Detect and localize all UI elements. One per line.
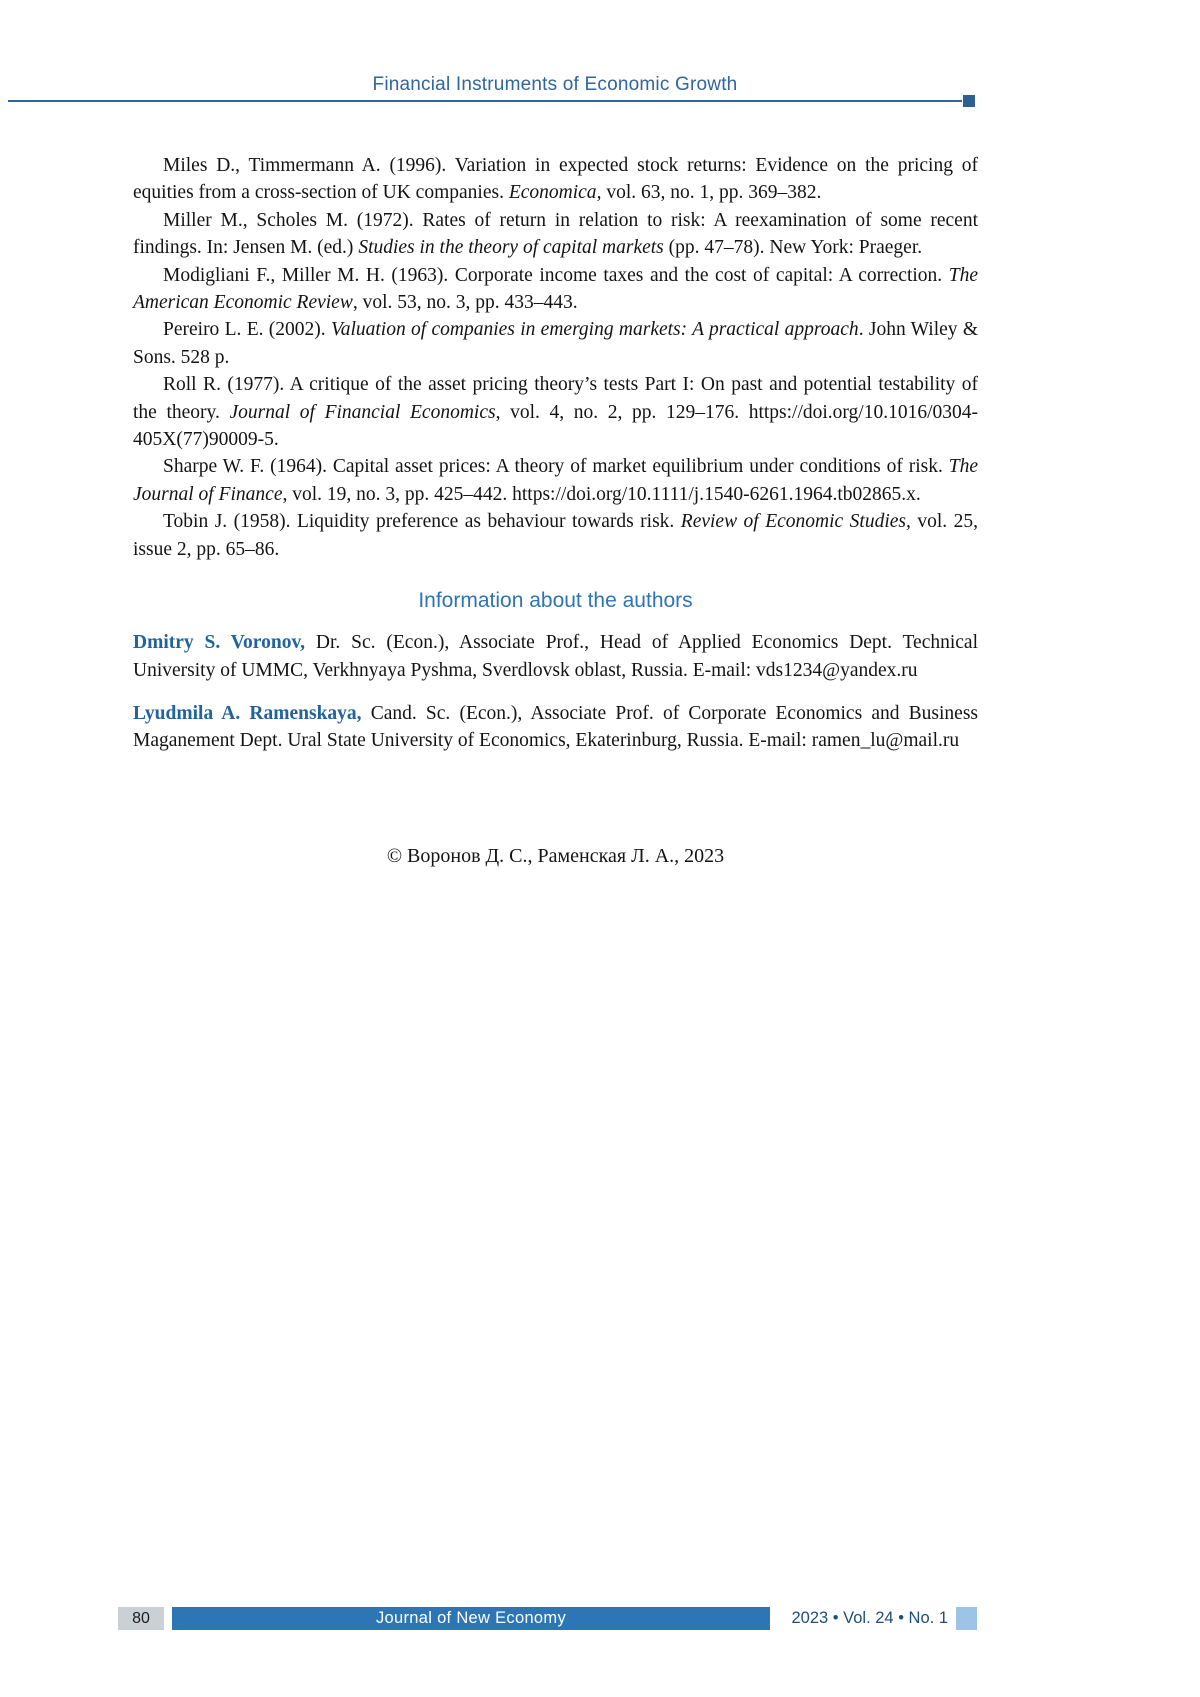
reference-entry: [133, 262, 978, 317]
reference-text: , vol. 63, no. 1, pp. 369–382.: [596, 182, 822, 204]
author-description: Dr. Sc. (Econ.), Associate Prof., Head of Applied Economics Dept. Technical University of UMMC, Verkhnyaya Pyshma, Sverdlovsk oblast, Russia. E-mail: vds1234@yandex.ru: [133, 632, 978, 681]
author-name: Lyudmila A. Ramenskaya,: [133, 702, 362, 724]
authors-section-heading: Information about the authors: [418, 589, 693, 613]
authors-section: [133, 629, 978, 755]
reference-text: Modigliani F., Miller M. H. (1963). Corporate income taxes and the cost of capital: A correction.: [163, 264, 949, 286]
reference-text: Pereiro L. E. (2002).: [163, 319, 331, 341]
reference-entry: [133, 453, 978, 508]
reference-entry: [133, 152, 978, 207]
author-description: Cand. Sc. (Econ.), Associate Prof. of Corporate Economics and Business Maganement Dept. Ural State University of Economics, Ekaterinburg, Russia. E-mail: ramen_lu@mail.ru: [133, 702, 978, 752]
author-name: Dmitry S. Voronov,: [133, 632, 306, 654]
reference-text: Miller M., Scholes M. (1972). Rates of return in relation to risk: A reexamination of some recent findings. In: Jensen M. (ed.): [133, 209, 978, 259]
reference-text: vol. 25, issue 2, pp. 65–86.: [133, 511, 979, 560]
reference-text: , vol. 19, no. 3, pp. 425–442. https://doi.org/10.1111/j.1540-6261.1964.tb02865.x.: [282, 483, 921, 505]
reference-source-italic: The Journal of Finance: [133, 456, 978, 505]
copyright-line: © Воронов Д. С., Раменская Л. А., 2023: [386, 844, 725, 867]
issue-info: 2023 • Vol. 24 • No. 1: [791, 1609, 948, 1627]
author-info-paragraph: [133, 629, 978, 684]
page-content: [133, 152, 978, 868]
reference-source-italic: Economica: [508, 182, 597, 204]
journal-name: Journal of New Economy: [375, 1609, 567, 1627]
reference-entry: [133, 371, 978, 453]
header-rule: [8, 100, 962, 102]
footer-accent-square: [956, 1607, 977, 1630]
reference-text: Tobin J. (1958). Liquidity preference as behaviour towards risk.: [163, 511, 681, 533]
references-section: [133, 152, 978, 563]
reference-entry: [133, 316, 978, 371]
reference-text: Miles D., Timmermann A. (1996). Variation in expected stock returns: Evidence on the pricing of equities from a cross-section of UK companies.: [133, 155, 978, 204]
reference-entry: [133, 508, 978, 563]
reference-source-italic: Valuation of companies in emerging markets: A practical approach: [330, 319, 859, 341]
reference-text: . John Wiley & Sons. 528 p.: [133, 319, 978, 368]
reference-source-italic: Journal of Financial Economics: [229, 401, 496, 423]
reference-text: (pp. 47–78). New York: Praeger.: [663, 237, 923, 259]
journal-name-bar: [172, 1607, 770, 1630]
reference-text: Sharpe W. F. (1964). Capital asset prices: A theory of market equilibrium under conditions of risk.: [163, 456, 949, 478]
reference-source-italic: The American Economic Review: [133, 264, 978, 314]
reference-entry: [133, 207, 978, 262]
header-rule-square: [963, 95, 975, 107]
author-info-paragraph: [133, 700, 978, 755]
reference-source-italic: Review of Economic Studies,: [680, 511, 911, 533]
reference-source-italic: Studies in the theory of capital markets: [358, 237, 664, 259]
page-number-badge: 80: [118, 1607, 164, 1630]
reference-text: , vol. 53, no. 3, pp. 433–443.: [352, 292, 578, 314]
reference-text: Roll R. (1977). A critique of the asset pricing theory’s tests Part I: On past and potential testability of the theory.: [133, 374, 978, 423]
running-head-title: Financial Instruments of Economic Growth: [372, 74, 738, 95]
reference-text: , vol. 4, no. 2, pp. 129–176. https://doi.org/10.1016/0304-405X(77)90009-5.: [133, 401, 979, 451]
